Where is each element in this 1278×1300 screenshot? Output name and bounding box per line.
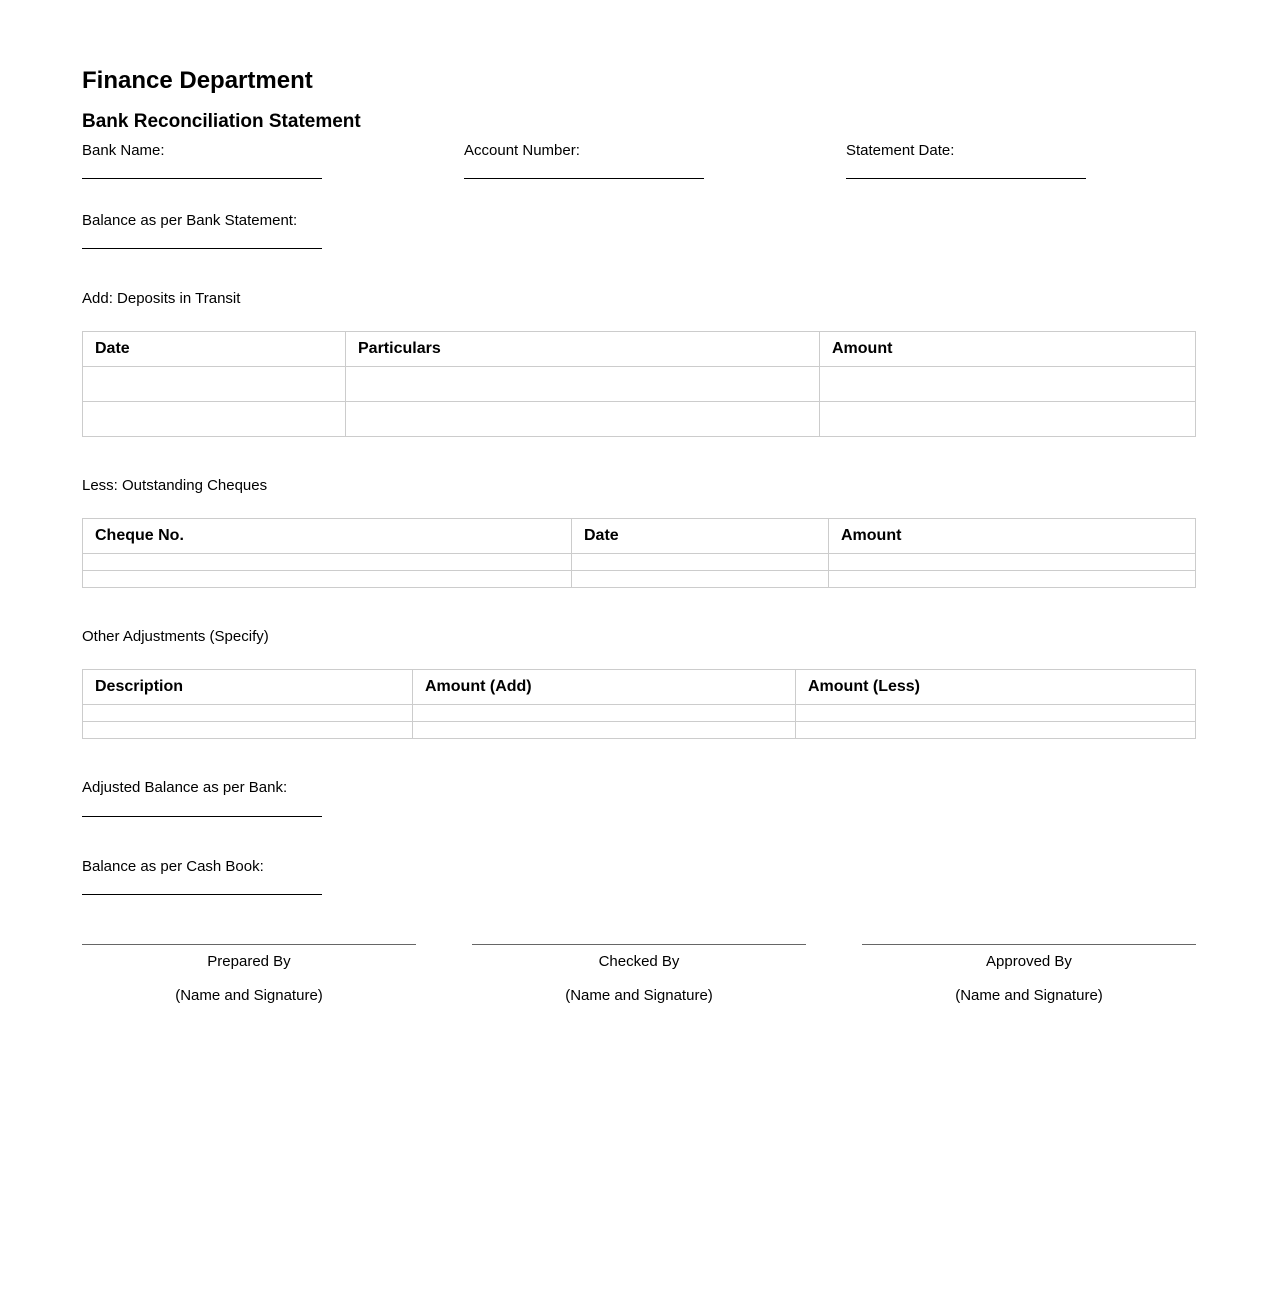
table-cell[interactable] xyxy=(796,705,1196,722)
column-header: Amount xyxy=(829,519,1196,554)
column-header: Amount (Add) xyxy=(413,670,796,705)
approved-by-note: (Name and Signature) xyxy=(955,987,1103,1004)
prepared-by-signature-line[interactable] xyxy=(82,944,416,945)
table-cell[interactable] xyxy=(413,705,796,722)
table-cell[interactable] xyxy=(796,722,1196,739)
adjustments-label: Other Adjustments (Specify) xyxy=(82,628,269,645)
table-row xyxy=(83,705,1196,722)
statement-date-label: Statement Date: xyxy=(846,142,955,159)
adjustments-table xyxy=(82,669,1196,739)
table-cell[interactable] xyxy=(83,367,346,402)
cheques-table xyxy=(82,518,1196,588)
bank-name-label: Bank Name: xyxy=(82,142,165,159)
balance-bank-label: Balance as per Bank Statement: xyxy=(82,212,298,229)
column-header: Amount (Less) xyxy=(796,670,1196,705)
account-number-label: Account Number: xyxy=(464,142,580,159)
balance-bank-field[interactable] xyxy=(82,248,322,249)
column-header: Date xyxy=(572,519,829,554)
adjusted-bank-field[interactable] xyxy=(82,816,322,817)
table-row xyxy=(83,554,1196,571)
table-header-row xyxy=(83,670,1196,705)
page-title: Bank Reconciliation Statement xyxy=(82,111,361,132)
department-title: Finance Department xyxy=(82,67,313,94)
table-cell[interactable] xyxy=(572,571,829,588)
table-row xyxy=(83,367,1196,402)
table-header-row xyxy=(83,519,1196,554)
table-cell[interactable] xyxy=(829,554,1196,571)
account-number-field[interactable] xyxy=(464,178,704,179)
column-header: Description xyxy=(83,670,413,705)
table-cell[interactable] xyxy=(346,367,820,402)
deposits-label: Add: Deposits in Transit xyxy=(82,290,241,307)
checked-by-note: (Name and Signature) xyxy=(565,987,713,1004)
table-header-row xyxy=(83,332,1196,367)
table-cell[interactable] xyxy=(820,402,1196,437)
table-cell[interactable] xyxy=(83,402,346,437)
table-row xyxy=(83,571,1196,588)
deposits-table xyxy=(82,331,1196,437)
column-header: Date xyxy=(83,332,346,367)
table-cell[interactable] xyxy=(83,705,413,722)
checked-by-signature-line[interactable] xyxy=(472,944,806,945)
cheques-label: Less: Outstanding Cheques xyxy=(82,477,268,494)
bank-name-field[interactable] xyxy=(82,178,322,179)
column-header: Amount xyxy=(820,332,1196,367)
column-header: Particulars xyxy=(346,332,820,367)
table-cell[interactable] xyxy=(83,554,572,571)
table-cell[interactable] xyxy=(413,722,796,739)
table-cell[interactable] xyxy=(829,571,1196,588)
table-row xyxy=(83,722,1196,739)
column-header: Cheque No. xyxy=(83,519,572,554)
prepared-by-label: Prepared By xyxy=(207,953,291,970)
table-row xyxy=(83,402,1196,437)
adjusted-bank-label: Adjusted Balance as per Bank: xyxy=(82,779,288,796)
table-cell[interactable] xyxy=(820,367,1196,402)
table-cell[interactable] xyxy=(572,554,829,571)
checked-by-label: Checked By xyxy=(598,953,680,970)
table-cell[interactable] xyxy=(83,571,572,588)
approved-by-signature-line[interactable] xyxy=(862,944,1196,945)
table-cell[interactable] xyxy=(83,722,413,739)
statement-date-field[interactable] xyxy=(846,178,1086,179)
approved-by-label: Approved By xyxy=(986,953,1072,970)
cash-book-field[interactable] xyxy=(82,894,322,895)
table-cell[interactable] xyxy=(346,402,820,437)
cash-book-label: Balance as per Cash Book: xyxy=(82,858,264,875)
prepared-by-note: (Name and Signature) xyxy=(175,987,323,1004)
